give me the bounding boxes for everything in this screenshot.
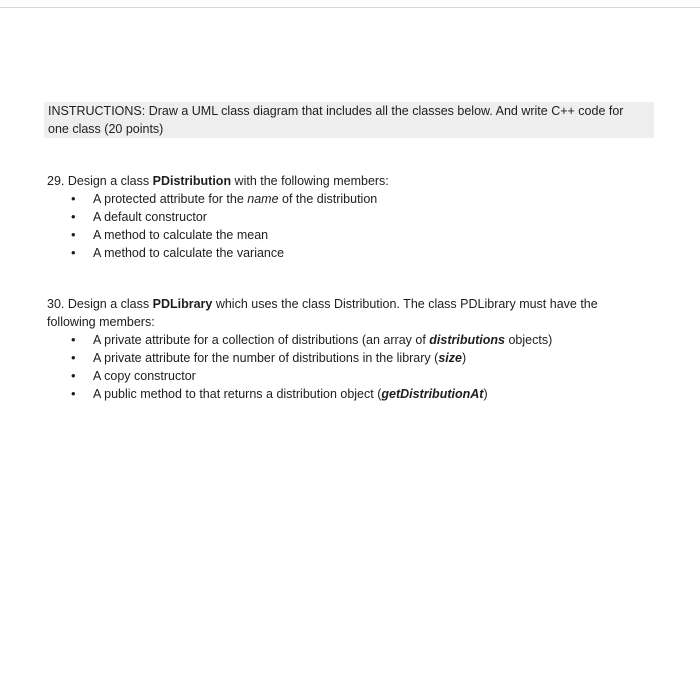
item-text: A private attribute for the number of distributions in the library ( [93, 351, 439, 365]
item-text: A protected attribute for the [93, 192, 248, 206]
list-item [47, 190, 647, 208]
list-item [47, 385, 647, 403]
bullet-icon: • [71, 245, 76, 260]
question-30-intro-line-2: following members: [47, 315, 155, 329]
item-text: A private attribute for a collection of distributions (an array of [93, 333, 430, 347]
bullet-icon: • [71, 350, 76, 365]
bullet-icon: • [71, 191, 76, 206]
item-text: A method to calculate the variance [93, 246, 285, 260]
bullet-icon: • [71, 332, 76, 347]
list-item [47, 331, 647, 349]
instructions-box [44, 102, 654, 138]
question-30-intro [47, 295, 647, 313]
item-emphasis: getDistributionAt [381, 387, 484, 401]
question-29-intro [47, 172, 647, 190]
bullet-icon: • [71, 368, 76, 383]
bullet-icon: • [71, 227, 76, 242]
item-text: ) [483, 387, 488, 401]
item-emphasis: size [438, 351, 462, 365]
question-29-members-list [47, 190, 647, 262]
intro-text: 29. Design a class [47, 174, 153, 188]
instructions-line-1: INSTRUCTIONS: Draw a UML class diagram that includes all the classes below. And write C++ code for [48, 104, 624, 118]
question-29 [47, 172, 647, 262]
bullet-icon: • [71, 209, 76, 224]
intro-text: 30. Design a class [47, 297, 153, 311]
list-item [47, 349, 647, 367]
item-text: A copy constructor [93, 369, 196, 383]
item-text: A public method to that returns a distribution object ( [93, 387, 382, 401]
item-emphasis: distributions [429, 333, 505, 347]
item-text: A default constructor [93, 210, 207, 224]
class-name: PDistribution [152, 174, 232, 188]
list-item [47, 226, 647, 244]
bullet-icon: • [71, 386, 76, 401]
top-divider [0, 7, 700, 8]
intro-text: with the following members: [231, 174, 389, 188]
list-item [47, 244, 647, 262]
item-text: objects) [504, 333, 553, 347]
question-30 [47, 295, 647, 403]
item-text: ) [461, 351, 467, 365]
list-item [47, 367, 647, 385]
list-item [47, 208, 647, 226]
intro-text: which uses the class Distribution. The class PDLibrary must have the [212, 297, 598, 311]
item-text: of the distribution [278, 192, 378, 206]
instructions-line-2: one class (20 points) [48, 122, 164, 136]
class-name: PDLibrary [152, 297, 213, 311]
question-30-members-list [47, 331, 647, 403]
item-text: A method to calculate the mean [93, 228, 269, 242]
item-emphasis: name [247, 192, 279, 206]
